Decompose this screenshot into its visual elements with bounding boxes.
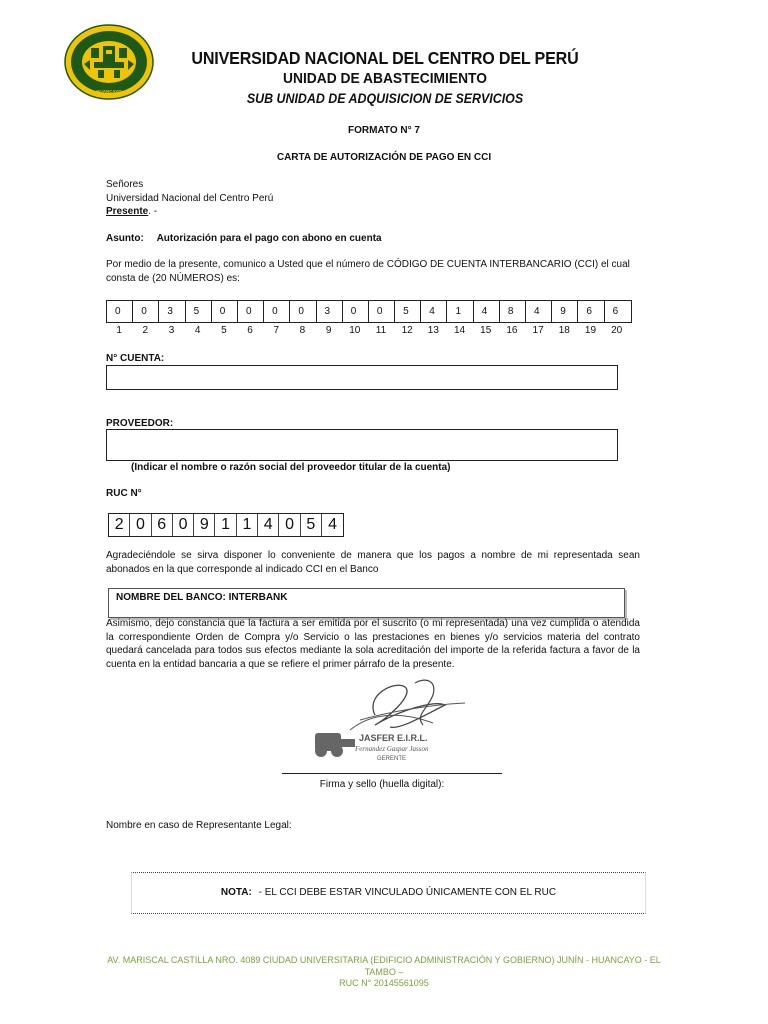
cci-digit: 6 — [612, 306, 619, 317]
ruc-digit: 2 — [109, 514, 130, 536]
presente-suffix: . - — [148, 206, 158, 217]
svg-text:Fernandez Gaspar Jasson: Fernandez Gaspar Jasson — [355, 745, 429, 753]
cci-digit: 4 — [474, 301, 500, 322]
cci-digit: 0 — [238, 301, 264, 322]
provider-note: (Indicar el nombre o razón social del proveedor titular de la cuenta) — [131, 462, 451, 473]
subject-text: Autorización para el pago con abono en cuenta — [156, 233, 382, 244]
cci-digit: 5 — [395, 301, 421, 322]
presente-line — [106, 205, 640, 219]
ruc-digit: 9 — [194, 514, 215, 536]
account-number-box[interactable] — [106, 365, 618, 390]
university-name: UNIVERSIDAD NACIONAL DEL CENTRO DEL PERÚ — [191, 48, 579, 68]
note-box — [131, 872, 646, 914]
university-seal-logo — [64, 24, 154, 100]
cci-index: 11 — [375, 325, 387, 336]
cci-index-row — [106, 325, 630, 336]
cci-index: 20 — [611, 325, 623, 336]
cci-index: 9 — [325, 325, 332, 336]
cci-digit: 0 — [133, 301, 159, 322]
cci-digit: 4 — [421, 301, 447, 322]
cci-index: 2 — [142, 325, 149, 336]
cci-index: 17 — [532, 325, 544, 336]
bank-label: NOMBRE DEL BANCO: — [116, 592, 226, 603]
bank-name: INTERBANK — [228, 592, 288, 603]
cci-digit: 3 — [159, 301, 185, 322]
cci-index: 1 — [116, 325, 122, 336]
addressee-name: Universidad Nacional del Centro Perú — [106, 192, 274, 204]
cci-index: 18 — [558, 325, 570, 336]
ruc-digit: 0 — [130, 514, 151, 536]
cci-digit: 5 — [186, 301, 212, 322]
cci-digit: 1 — [447, 301, 473, 322]
cci-digit: 0 — [212, 301, 238, 322]
cci-digit: 6 — [578, 301, 604, 322]
ruc-digit: 1 — [215, 514, 236, 536]
cci-digit: 8 — [500, 301, 526, 322]
cci-index: 15 — [480, 325, 492, 336]
formato-number: FORMATO N° 7 — [348, 125, 420, 136]
cci-index: 8 — [299, 325, 306, 336]
ruc-digit: 1 — [237, 514, 258, 536]
ruc-label: RUC N° — [106, 488, 142, 499]
svg-text:JASFER E.I.R.L.: JASFER E.I.R.L. — [359, 733, 428, 743]
intro-paragraph: Por medio de la presente, comunico a Usted que el número de CÓDIGO DE CUENTA INTERBANCARIO (CCI) el cual consta de (20 NÚMEROS) es: — [106, 259, 630, 284]
cci-index: 13 — [427, 325, 439, 336]
footer-address-block — [96, 955, 672, 990]
ruc-digit: 0 — [173, 514, 194, 536]
cci-index: 14 — [453, 325, 466, 336]
cci-digit: 0 — [343, 301, 369, 322]
provider-label: PROVEEDOR: — [106, 418, 174, 429]
subject-line — [106, 232, 640, 246]
signature-line — [282, 773, 502, 774]
ruc-grid — [108, 513, 344, 537]
cci-index: 7 — [273, 325, 279, 336]
cci-digit: 0 — [107, 301, 133, 322]
cci-digit: 0 — [290, 301, 316, 322]
note-text: - EL CCI DEBE ESTAR VINCULADO ÚNICAMENTE CON EL RUC — [258, 887, 557, 898]
cci-digit: 4 — [526, 301, 552, 322]
account-label: N° CUENTA: — [106, 353, 165, 364]
cci-index: 16 — [506, 325, 518, 336]
cci-index: 10 — [349, 325, 361, 336]
cci-index: 12 — [401, 325, 413, 336]
ruc-digit: 5 — [301, 514, 322, 536]
addressee-block — [106, 178, 640, 219]
svg-text:GERENTE: GERENTE — [377, 756, 407, 762]
cci-index: 4 — [194, 325, 201, 336]
ruc-digit: 4 — [328, 516, 338, 533]
note-label: NOTA: — [220, 887, 252, 898]
footer-address: AV. MARISCAL CASTILLA NRO. 4089 CIUDAD UNIVERSITARIA (EDIFICIO ADMINISTRACIÓN Y GOBIERNO) JUNÍN - HUANCAYO - EL TAMBO – — [107, 955, 661, 977]
cci-index: 6 — [247, 325, 253, 336]
ruc-digit: 0 — [279, 514, 300, 536]
cci-grid — [106, 300, 632, 323]
cci-index: 19 — [584, 325, 597, 336]
footer-ruc: RUC N° 20145561095 — [339, 978, 429, 988]
provider-name-box[interactable] — [106, 429, 618, 461]
cci-digit: 3 — [317, 301, 343, 322]
bank-name-box — [108, 588, 625, 618]
cci-digit: 0 — [264, 301, 290, 322]
signature-label: Firma y sello (huella digital): — [319, 779, 445, 790]
signature-stamp — [305, 675, 475, 770]
unit-name: UNIDAD DE ABASTECIMIENTO — [283, 70, 487, 87]
svg-text:HUANCAYO: HUANCAYO — [96, 89, 122, 94]
ruc-digit: 4 — [258, 514, 279, 536]
cci-digit: 0 — [369, 301, 395, 322]
presente-text: Presente — [106, 206, 149, 217]
cci-index: 3 — [168, 325, 175, 336]
letter-title: CARTA DE AUTORIZACIÓN DE PAGO EN CCI — [276, 152, 492, 163]
constancia-paragraph: Asimismo, dejo constancia que la factura a ser emitida por el suscrito (o mi representada) una vez cumplida o atendida la correspondiente Orden de Compra y/o Servicio o las prestaciones en bienes y/o servicios materia del contrato quedará cancelada para todos sus efectos mediante la sola acreditación del importe de la referida factura a favor de la cuenta en la entidad bancaria a que se refiere el primer párrafo de la presente. — [106, 618, 640, 670]
subject-label: Asunto: — [106, 233, 144, 244]
senores-text: Señores — [106, 179, 144, 190]
cci-index: 5 — [221, 325, 227, 336]
subunit-name: SUB UNIDAD DE ADQUISICION DE SERVICIOS — [246, 91, 524, 106]
legal-representative-label: Nombre en caso de Representante Legal: — [106, 820, 292, 831]
thanks-paragraph: Agradeciéndole se sirva disponer lo conveniente de manera que los pagos a nombre de mi representada sean abonados en la que corresponde al indicado CCI en el Banco — [106, 550, 640, 575]
ruc-digit: 6 — [152, 514, 173, 536]
cci-digit: 9 — [552, 301, 578, 322]
